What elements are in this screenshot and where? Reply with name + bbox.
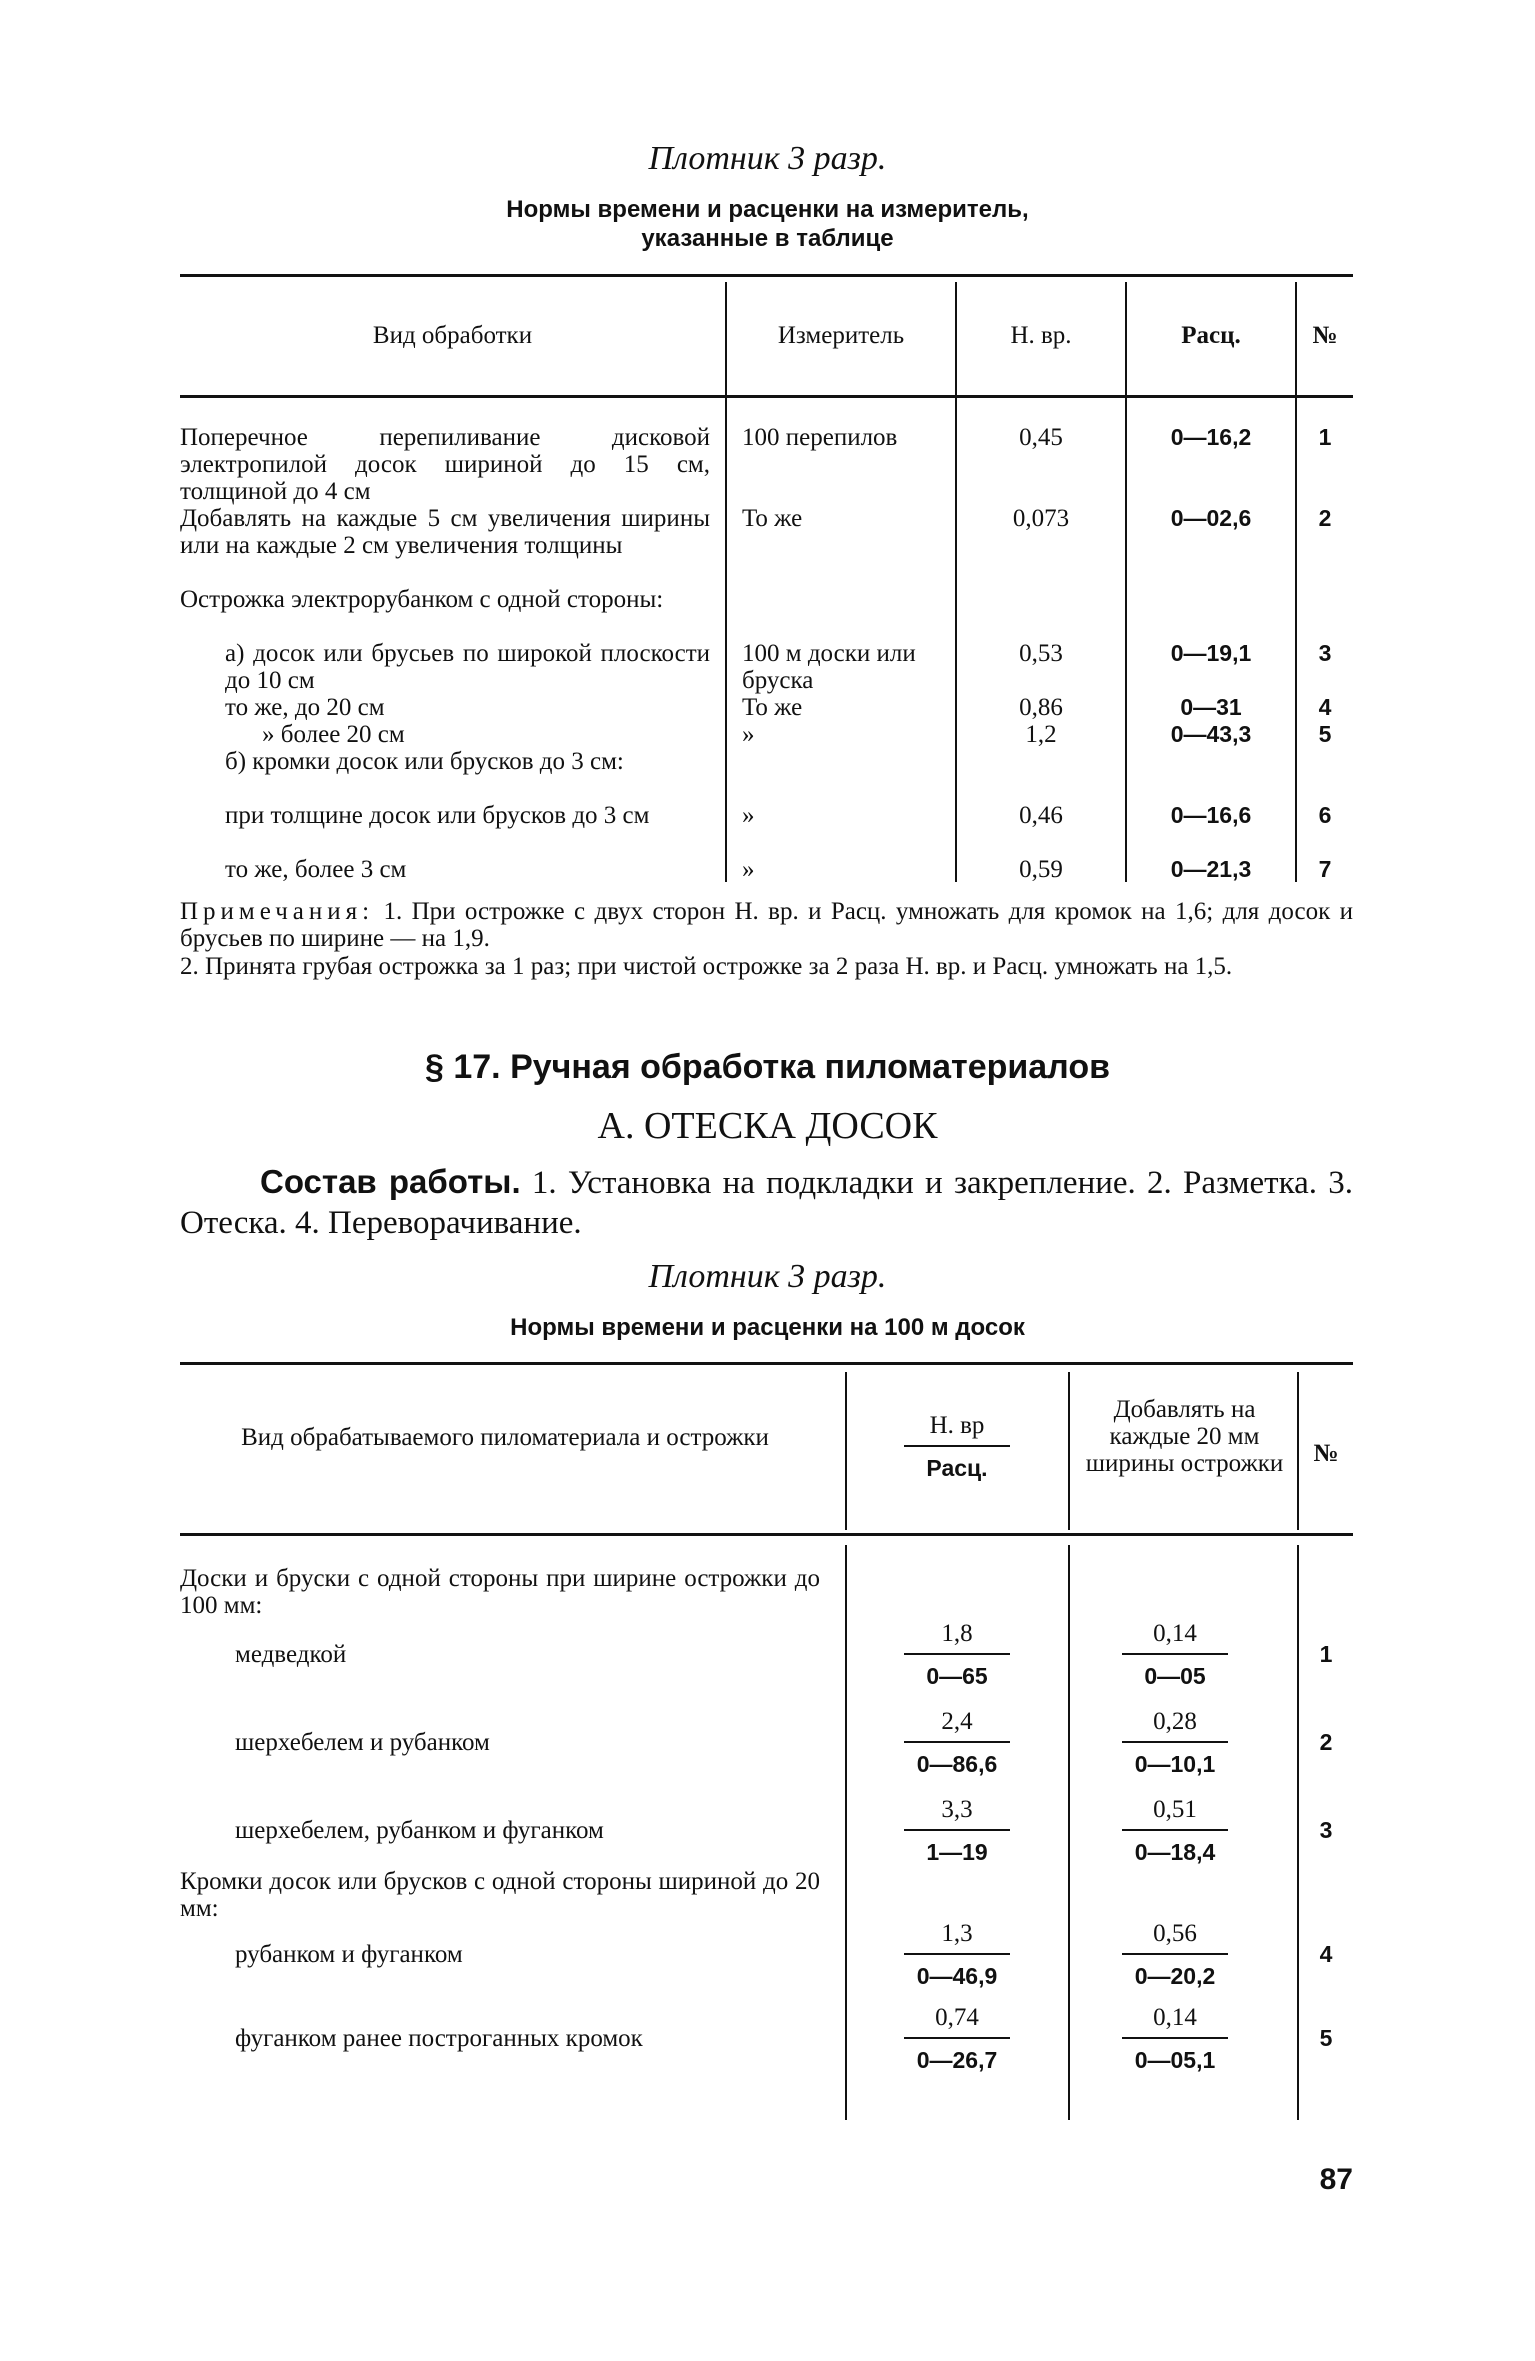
- table-row-number: 6: [1318, 802, 1332, 828]
- table-row-number: 1: [1319, 1641, 1333, 1667]
- table-top-rule: [180, 1362, 1353, 1365]
- column-divider: [845, 1372, 847, 1530]
- table-row-time: 0,073: [1012, 505, 1070, 532]
- table-caption-line-2: указанные в таблице: [641, 225, 894, 252]
- note-1: 1. При острожке с двух сторон Н. вр. и Расц. умножать для кромок на 1,6; для досок и брусьев по ширине — на 1,9.: [180, 898, 1354, 952]
- column-divider: [845, 1545, 847, 2120]
- table-row-unit: 100 перепилов: [742, 424, 898, 451]
- table-row-number: 4: [1319, 1941, 1333, 1967]
- header-rate: Расц.: [1181, 322, 1241, 349]
- table-row-label: шерхебелем, рубанком и фуганком: [235, 1817, 604, 1844]
- table-row-time-rate: [882, 1620, 1032, 1690]
- row-add-rate: 0—18,4: [1134, 1839, 1216, 1865]
- header-number: №: [1312, 322, 1338, 349]
- table-row-unit: То же: [742, 694, 803, 721]
- worker-title-2: Плотник 3 разр.: [648, 1258, 887, 1295]
- header-material-type: Вид обрабатываемого пиломатериала и острожки: [241, 1424, 769, 1451]
- header-time-rate: [882, 1412, 1032, 1482]
- row-add-rate: 0—05: [1144, 1663, 1206, 1689]
- table-row-time: 0,59: [1019, 856, 1063, 883]
- table-row-number: 7: [1318, 856, 1332, 882]
- row-time: 0,74: [904, 2004, 1010, 2039]
- table-notes: [180, 898, 1353, 952]
- column-divider: [725, 282, 727, 882]
- table-row-addition: [1100, 1920, 1250, 1990]
- table-header-rule: [180, 395, 1353, 398]
- table-row-label: медведкой: [235, 1641, 347, 1668]
- table-row-rate: 0—43,3: [1170, 721, 1252, 747]
- notes-label: Примечания:: [180, 898, 375, 925]
- table-row-label: шерхебелем и рубанком: [235, 1729, 490, 1756]
- column-divider: [1295, 282, 1297, 882]
- table-row-text: » более 20 см: [262, 721, 405, 748]
- table-row-unit: »: [742, 856, 755, 883]
- header-time-norm: Н. вр: [904, 1412, 1010, 1447]
- table-group-heading: б) кромки досок или брусков до 3 см:: [225, 748, 624, 775]
- table-caption-line-1: Нормы времени и расценки на измеритель,: [506, 196, 1029, 223]
- table-row-text: а) досок или брусьев по широкой плоскости до 10 см: [225, 640, 710, 694]
- row-add-time: 0,14: [1122, 1620, 1228, 1655]
- table-row-addition: [1100, 2004, 1250, 2074]
- row-add-rate: 0—10,1: [1134, 1751, 1216, 1777]
- row-add-rate: 0—05,1: [1134, 2047, 1216, 2073]
- column-divider: [1068, 1545, 1070, 2120]
- row-time: 2,4: [904, 1708, 1010, 1743]
- table-row-addition: [1100, 1708, 1250, 1778]
- row-rate: 0—86,6: [916, 1751, 998, 1777]
- table-row-time: 0,86: [1019, 694, 1063, 721]
- work-composition-text: 1. Установка на подкладки и закрепление. 2. Разметка. 3. Отеска. 4. Переворачивание.: [180, 1165, 1354, 1241]
- table-row-time: 0,46: [1019, 802, 1063, 829]
- table-row-time: 1,2: [1025, 721, 1057, 748]
- table-row-unit: То же: [742, 505, 803, 532]
- row-time: 3,3: [904, 1796, 1010, 1831]
- row-time: 1,3: [904, 1920, 1010, 1955]
- header-rate: Расц.: [926, 1455, 988, 1481]
- table-row-rate: 0—21,3: [1170, 856, 1252, 882]
- subsection-title: А. ОТЕСКА ДОСОК: [597, 1105, 938, 1147]
- table-row-text: то же, до 20 см: [225, 694, 385, 721]
- table-row-text: Добавлять на каждые 5 см увеличения ширины или на каждые 2 см увеличения толщины: [180, 505, 710, 559]
- row-add-time: 0,56: [1122, 1920, 1228, 1955]
- table-row-rate: 0—31: [1180, 694, 1242, 720]
- table-group-heading: Доски и бруски с одной стороны при ширине острожки до 100 мм:: [180, 1565, 820, 1619]
- work-composition: [180, 1162, 1353, 1243]
- table-row-time-rate: [882, 1920, 1032, 1990]
- section-title: § 17. Ручная обработка пиломатериалов: [425, 1048, 1110, 1086]
- row-add-rate: 0—20,2: [1134, 1963, 1216, 1989]
- row-rate: 1—19: [926, 1839, 988, 1865]
- table-row-number: 2: [1318, 505, 1332, 531]
- header-addition: Добавлять на каждые 20 мм ширины острожки: [1085, 1396, 1284, 1477]
- column-divider: [955, 282, 957, 882]
- table-row-number: 2: [1319, 1729, 1333, 1755]
- header-unit: Измеритель: [777, 322, 905, 349]
- table-row-number: 5: [1318, 721, 1332, 747]
- table-row-time-rate: [882, 1796, 1032, 1866]
- table-row-number: 4: [1318, 694, 1332, 720]
- table-row-addition: [1100, 1796, 1250, 1866]
- header-processing-type: Вид обработки: [372, 322, 533, 349]
- table-row-number: 3: [1318, 640, 1332, 666]
- worker-title: Плотник 3 разр.: [648, 140, 887, 177]
- table-row-time-rate: [882, 2004, 1032, 2074]
- table-row-rate: 0—16,2: [1170, 424, 1252, 450]
- table-row-unit: 100 м доски или бруска: [742, 640, 916, 694]
- table-group-heading: Кромки досок или брусков с одной стороны шириной до 20 мм:: [180, 1868, 820, 1922]
- table-caption-2: Нормы времени и расценки на 100 м досок: [510, 1314, 1025, 1341]
- row-rate: 0—46,9: [916, 1963, 998, 1989]
- table-row-text: то же, более 3 см: [225, 856, 407, 883]
- table-row-rate: 0—19,1: [1170, 640, 1252, 666]
- row-add-time: 0,28: [1122, 1708, 1228, 1743]
- table-row-time: 0,45: [1019, 424, 1063, 451]
- column-divider: [1068, 1372, 1070, 1530]
- table-group-heading: Острожка электрорубанком с одной стороны:: [180, 586, 664, 613]
- table-row-addition: [1100, 1620, 1250, 1690]
- table-row-label: фуганком ранее построганных кромок: [235, 2025, 643, 2052]
- column-divider: [1125, 282, 1127, 882]
- table-row-unit: »: [742, 721, 755, 748]
- table-row-rate: 0—16,6: [1170, 802, 1252, 828]
- table-row-time-rate: [882, 1708, 1032, 1778]
- table-row-number: 1: [1318, 424, 1332, 450]
- row-time: 1,8: [904, 1620, 1010, 1655]
- table-row-unit: »: [742, 802, 755, 829]
- table-row-number: 3: [1319, 1817, 1333, 1843]
- row-rate: 0—26,7: [916, 2047, 998, 2073]
- table-row-text: Поперечное перепиливание дисковой электропилой досок шириной до 15 см, толщиной до 4 см: [180, 424, 710, 505]
- table-row-time: 0,53: [1019, 640, 1063, 667]
- table-row-number: 5: [1319, 2025, 1333, 2051]
- header-time-norm: Н. вр.: [1010, 322, 1072, 349]
- table-row-label: рубанком и фуганком: [235, 1941, 463, 1968]
- table-header-rule: [180, 1533, 1353, 1536]
- table-row-text: при толщине досок или брусков до 3 см: [225, 802, 650, 829]
- work-composition-label: Состав работы.: [260, 1163, 521, 1200]
- table-row-rate: 0—02,6: [1170, 505, 1252, 531]
- page-number: 87: [1319, 2163, 1353, 2196]
- row-add-time: 0,51: [1122, 1796, 1228, 1831]
- row-rate: 0—65: [926, 1663, 988, 1689]
- header-number: №: [1313, 1440, 1339, 1467]
- note-2: 2. Принята грубая острожка за 1 раз; при чистой острожке за 2 раза Н. вр. и Расц. умножать на 1,5.: [180, 953, 1233, 980]
- table-top-rule: [180, 274, 1353, 277]
- row-add-time: 0,14: [1122, 2004, 1228, 2039]
